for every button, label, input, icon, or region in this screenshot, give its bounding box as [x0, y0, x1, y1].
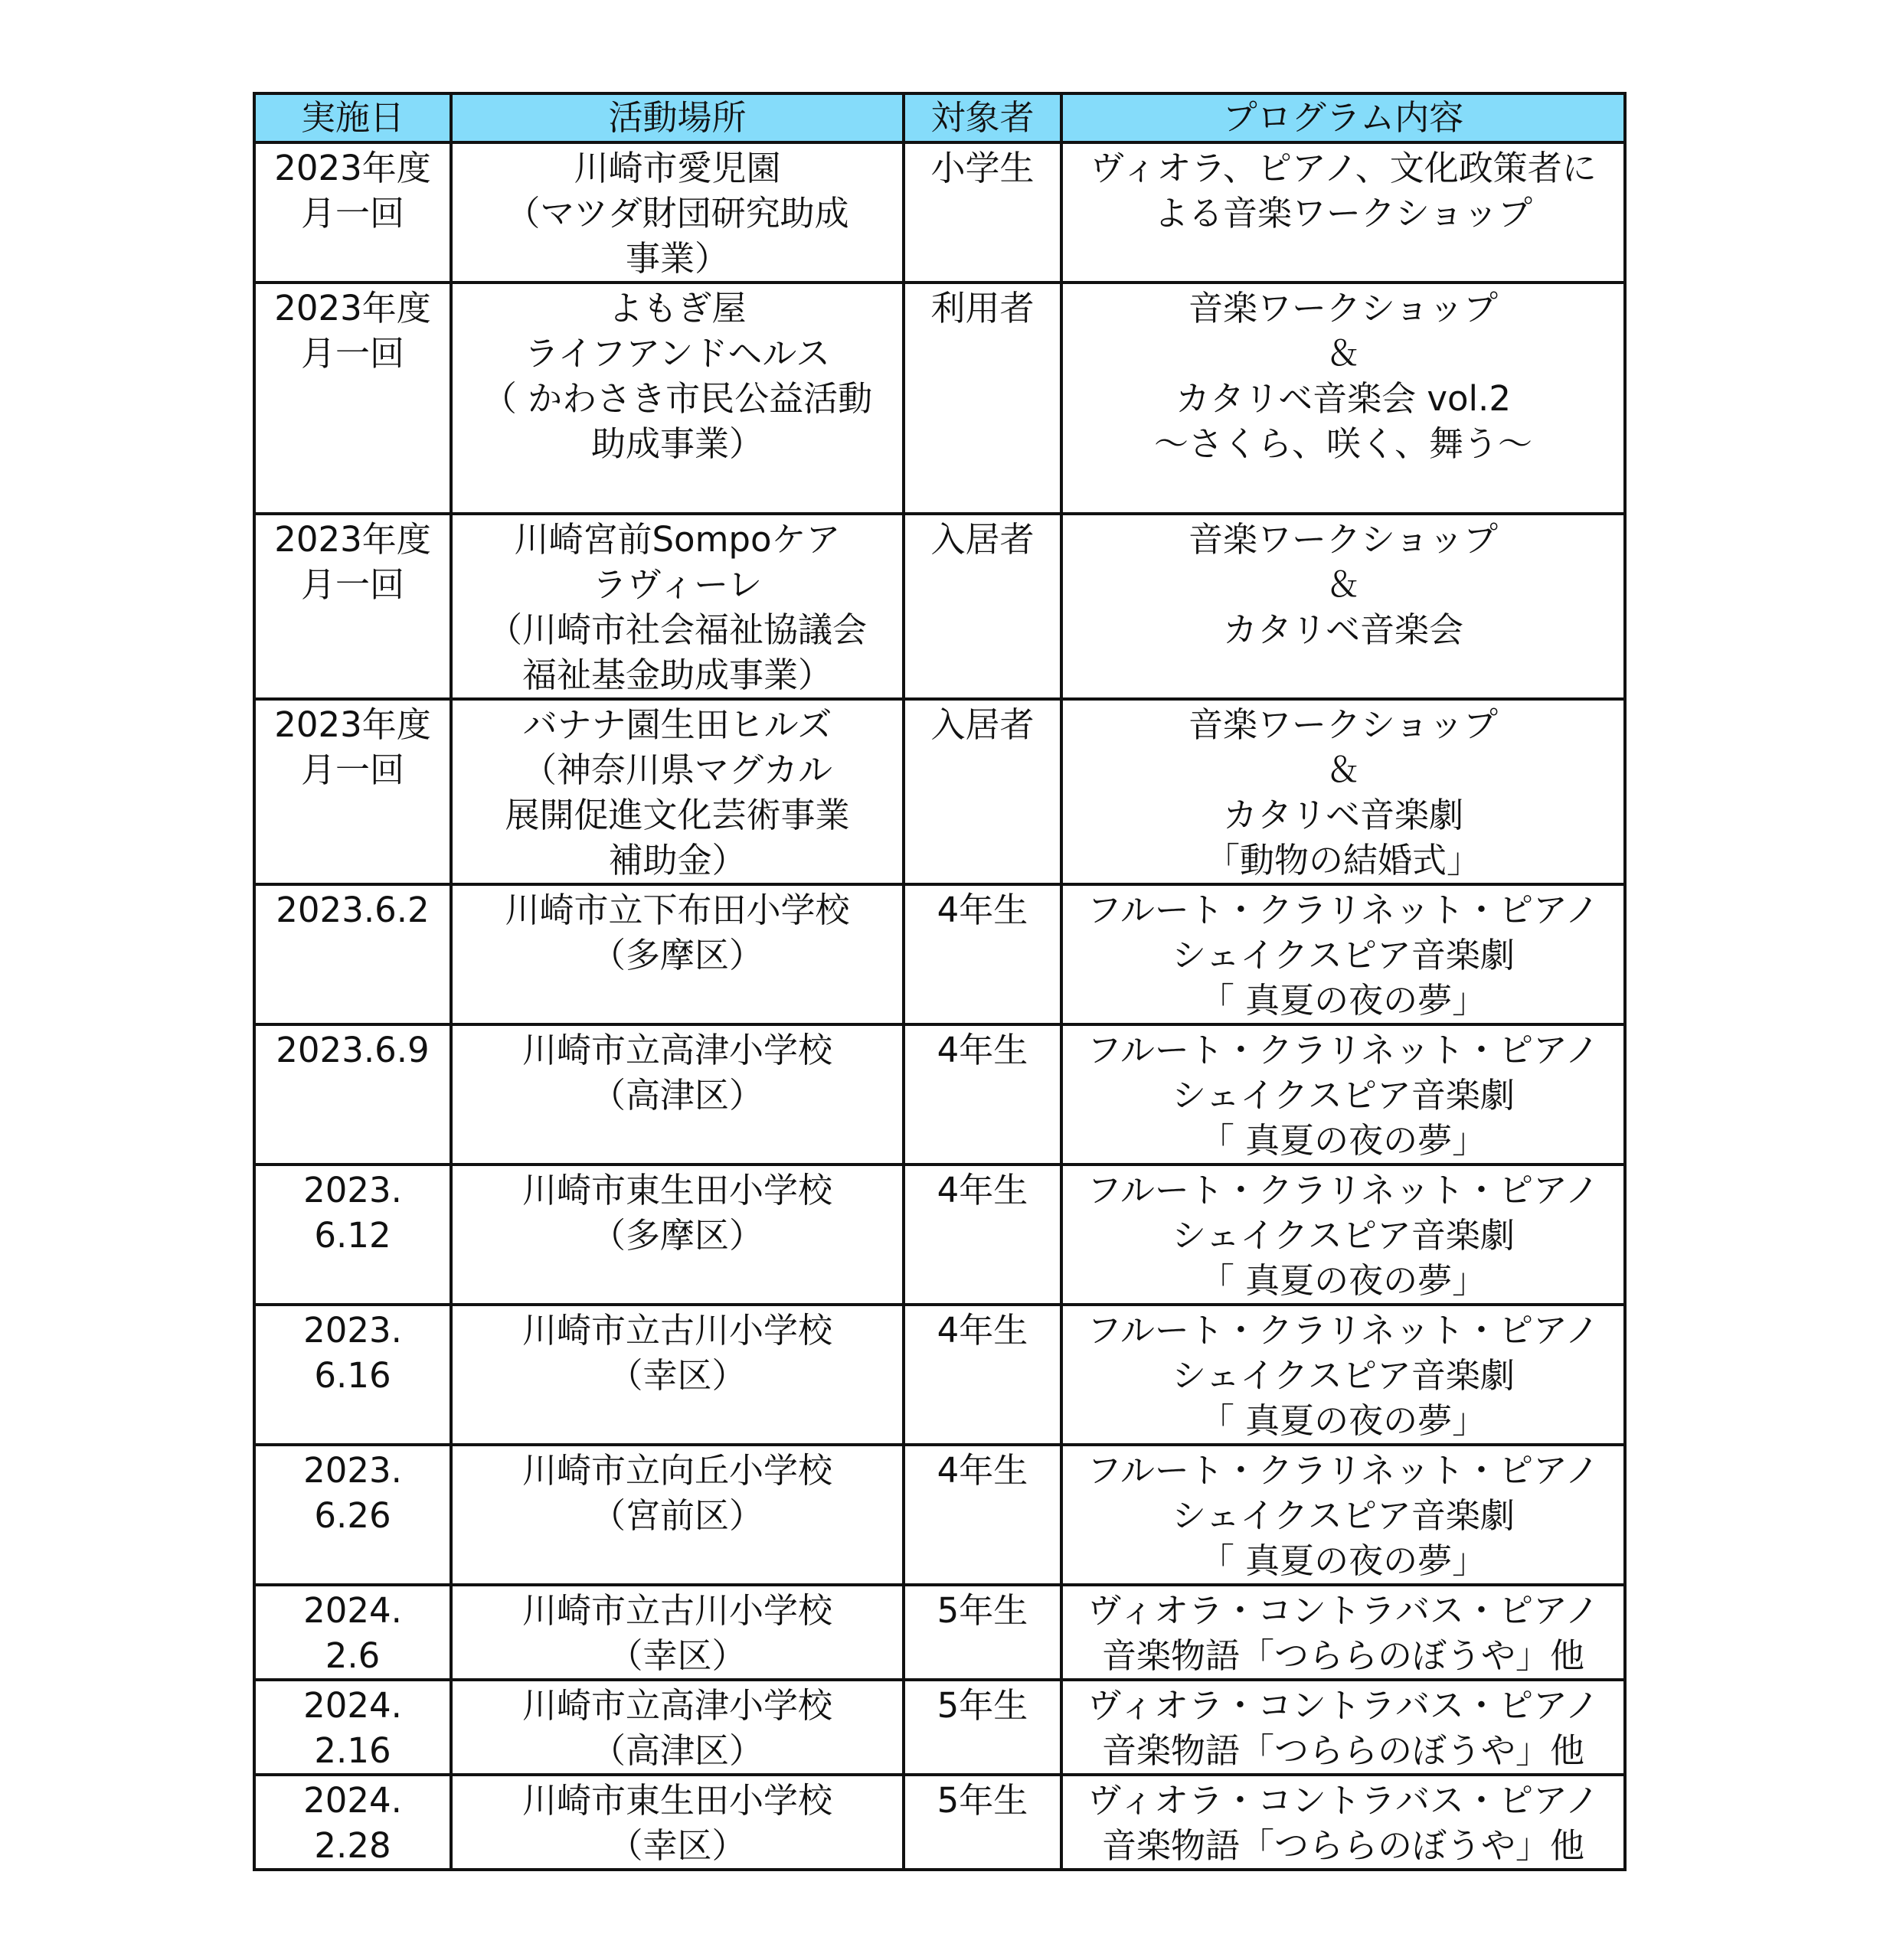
cell-date: 2024. 2.6	[254, 1585, 451, 1680]
cell-program: フルート・クラリネット・ピアノ シェイクスピア音楽劇 「 真夏の夜の夢」	[1061, 1445, 1625, 1585]
table-row	[254, 1775, 1625, 1870]
table-row	[254, 1165, 1625, 1305]
cell-place: 川崎市立古川小学校 （幸区）	[451, 1305, 904, 1445]
table-row	[254, 283, 1625, 514]
cell-date: 2023年度 月一回	[254, 283, 451, 514]
header-program: プログラム内容	[1061, 93, 1625, 142]
cell-date: 2023.6.9	[254, 1024, 451, 1165]
cell-program: フルート・クラリネット・ピアノ シェイクスピア音楽劇 「 真夏の夜の夢」	[1061, 1024, 1625, 1165]
cell-date: 2023. 6.26	[254, 1445, 451, 1585]
cell-date: 2023.6.2	[254, 884, 451, 1024]
cell-target: 5年生	[904, 1775, 1061, 1870]
cell-target: 4年生	[904, 1305, 1061, 1445]
cell-date: 2024. 2.16	[254, 1680, 451, 1775]
cell-place: 川崎市立高津小学校 （高津区）	[451, 1680, 904, 1775]
cell-program: ヴィオラ・コントラバス・ピアノ 音楽物語「つららのぼうや」他	[1061, 1775, 1625, 1870]
header-row	[254, 93, 1625, 142]
cell-date: 2023. 6.12	[254, 1165, 451, 1305]
cell-date: 2023. 6.16	[254, 1305, 451, 1445]
cell-program: 音楽ワークショップ ＆ カタリベ音楽劇 「動物の結婚式」	[1061, 699, 1625, 884]
cell-place: 川崎市東生田小学校 （多摩区）	[451, 1165, 904, 1305]
cell-program: フルート・クラリネット・ピアノ シェイクスピア音楽劇 「 真夏の夜の夢」	[1061, 884, 1625, 1024]
cell-target: 利用者	[904, 283, 1061, 514]
table-row	[254, 884, 1625, 1024]
cell-place: 川崎市立下布田小学校 （多摩区）	[451, 884, 904, 1024]
cell-date: 2023年度 月一回	[254, 142, 451, 283]
activity-schedule-table	[253, 92, 1627, 1871]
header-target: 対象者	[904, 93, 1061, 142]
cell-place: よもぎ屋 ライフアンドヘルス （ かわさき市民公益活動 助成事業）	[451, 283, 904, 514]
table-row	[254, 142, 1625, 283]
table-row	[254, 1305, 1625, 1445]
cell-program: フルート・クラリネット・ピアノ シェイクスピア音楽劇 「 真夏の夜の夢」	[1061, 1165, 1625, 1305]
cell-target: 4年生	[904, 1165, 1061, 1305]
cell-date: 2024. 2.28	[254, 1775, 451, 1870]
cell-program: ヴィオラ・コントラバス・ピアノ 音楽物語「つららのぼうや」他	[1061, 1585, 1625, 1680]
cell-target: 5年生	[904, 1680, 1061, 1775]
table-row	[254, 1024, 1625, 1165]
cell-program: 音楽ワークショップ ＆ カタリベ音楽会	[1061, 514, 1625, 699]
cell-place: バナナ園生田ヒルズ （神奈川県マグカル 展開促進文化芸術事業 補助金）	[451, 699, 904, 884]
cell-target: 5年生	[904, 1585, 1061, 1680]
cell-program: 音楽ワークショップ ＆ カタリベ音楽会 vol.2 〜さくら、咲く、舞う〜	[1061, 283, 1625, 514]
cell-program: ヴィオラ、ピアノ、文化政策者に よる音楽ワークショップ	[1061, 142, 1625, 283]
cell-place: 川崎市立高津小学校 （高津区）	[451, 1024, 904, 1165]
cell-target: 4年生	[904, 1445, 1061, 1585]
table-header	[254, 93, 1625, 142]
table-row	[254, 1585, 1625, 1680]
header-date: 実施日	[254, 93, 451, 142]
table-body	[254, 142, 1625, 1870]
cell-target: 4年生	[904, 1024, 1061, 1165]
cell-target: 入居者	[904, 514, 1061, 699]
cell-place: 川崎宮前Sompoケア ラヴィーレ （川崎市社会福祉協議会 福祉基金助成事業）	[451, 514, 904, 699]
cell-place: 川崎市立古川小学校 （幸区）	[451, 1585, 904, 1680]
cell-date: 2023年度 月一回	[254, 699, 451, 884]
table-row	[254, 514, 1625, 699]
cell-target: 4年生	[904, 884, 1061, 1024]
cell-date: 2023年度 月一回	[254, 514, 451, 699]
cell-place: 川崎市愛児園 （マツダ財団研究助成 事業）	[451, 142, 904, 283]
table-row	[254, 1445, 1625, 1585]
table-row	[254, 1680, 1625, 1775]
cell-program: フルート・クラリネット・ピアノ シェイクスピア音楽劇 「 真夏の夜の夢」	[1061, 1305, 1625, 1445]
cell-program: ヴィオラ・コントラバス・ピアノ 音楽物語「つららのぼうや」他	[1061, 1680, 1625, 1775]
cell-place: 川崎市立向丘小学校 （宮前区）	[451, 1445, 904, 1585]
cell-target: 小学生	[904, 142, 1061, 283]
table-row	[254, 699, 1625, 884]
header-place: 活動場所	[451, 93, 904, 142]
cell-place: 川崎市東生田小学校 （幸区）	[451, 1775, 904, 1870]
cell-target: 入居者	[904, 699, 1061, 884]
